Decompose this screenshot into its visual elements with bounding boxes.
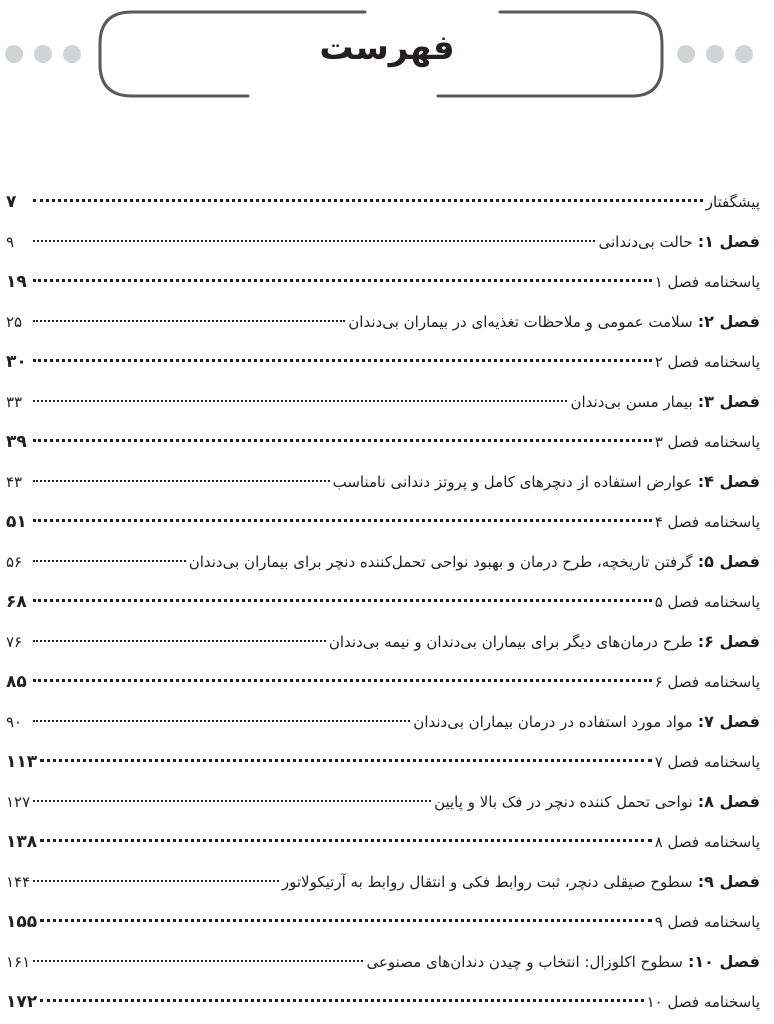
page-number: ۲۵ <box>6 313 23 331</box>
chapter-number: فصل ۹: <box>697 872 760 891</box>
dot-leader <box>40 919 652 922</box>
chapter-number: فصل ۸: <box>697 792 760 811</box>
chapter-number: فصل ۶: <box>697 632 760 651</box>
toc-row[interactable] <box>6 182 760 222</box>
page-number: ۱۳۸ <box>6 832 38 852</box>
toc-entry <box>655 908 760 936</box>
page-number: ۹ <box>6 233 15 251</box>
toc-title: نواحی تحمل کننده دنچر در فک بالا و پایین <box>434 793 693 811</box>
toc-row[interactable] <box>6 582 760 622</box>
toc-row[interactable] <box>6 662 760 702</box>
dot-leader <box>33 640 326 642</box>
chapter-number: فصل ۵: <box>697 552 760 571</box>
toc-entry <box>333 468 760 496</box>
dot-leader <box>33 560 186 562</box>
toc-row[interactable] <box>6 542 760 582</box>
page-number: ۳۹ <box>6 432 27 452</box>
toc-row[interactable] <box>6 422 760 462</box>
toc-entry <box>655 588 760 616</box>
toc-row[interactable] <box>6 942 760 982</box>
page-number: ۱۶۱ <box>6 953 31 971</box>
dot-leader <box>40 759 652 762</box>
page-number: ۱۲۷ <box>6 793 31 811</box>
page-number: ۵۱ <box>6 512 27 532</box>
dot-leader <box>33 880 279 882</box>
dot-leader <box>33 279 652 282</box>
toc-entry <box>189 548 760 576</box>
toc-entry <box>434 788 760 816</box>
toc-title: پاسخنامه فصل ۶ <box>654 673 760 691</box>
dot-leader <box>33 400 567 402</box>
page-number: ۶۸ <box>6 592 27 612</box>
page-number: ۴۳ <box>6 473 23 491</box>
page-number: ۸۵ <box>6 672 27 692</box>
toc-title: بیمار مسن بی‌دندان <box>570 393 693 411</box>
page-header <box>0 0 774 120</box>
toc-entry <box>570 388 760 416</box>
toc-row[interactable] <box>6 702 760 742</box>
dot-leader <box>33 439 652 442</box>
toc-entry <box>598 228 760 256</box>
dot-leader <box>33 359 652 362</box>
toc-row[interactable] <box>6 262 760 302</box>
toc-title: پاسخنامه فصل ۱۰ <box>646 993 760 1011</box>
toc-title: پاسخنامه فصل ۹ <box>654 913 760 931</box>
page-number: ۱۷۲ <box>6 992 38 1012</box>
toc-title: پاسخنامه فصل ۱ <box>654 273 760 291</box>
toc-title: پاسخنامه فصل ۳ <box>654 433 760 451</box>
toc-entry <box>329 628 760 656</box>
dot-leader <box>33 240 595 242</box>
chapter-number: فصل ۲: <box>697 312 760 331</box>
dot-leader <box>33 960 363 962</box>
dot-leader <box>40 839 652 842</box>
toc-title: عوارض استفاده از دنچرهای کامل و پروتز دندانی نامناسب <box>332 473 693 491</box>
toc-entry <box>655 668 760 696</box>
toc-title: پاسخنامه فصل ۲ <box>654 353 760 371</box>
toc-title: پیشگفتار <box>705 193 760 211</box>
toc-title: سطوح صیقلی دنچر، ثبت روابط فکی و انتقال روابط به آرتیکولاتور <box>281 873 693 891</box>
chapter-number: فصل ۱۰: <box>687 952 760 971</box>
toc-row[interactable] <box>6 302 760 342</box>
toc-row[interactable] <box>6 382 760 422</box>
dot-leader <box>33 679 652 682</box>
dot-leader <box>40 999 643 1002</box>
toc-entry <box>655 428 760 456</box>
toc-entry <box>655 268 760 296</box>
chapter-number: فصل ۱: <box>697 232 760 251</box>
chapter-number: فصل ۴: <box>697 472 760 491</box>
dot-leader <box>33 599 652 602</box>
toc-entry <box>655 508 760 536</box>
toc-title: پاسخنامه فصل ۷ <box>654 753 760 771</box>
toc-row[interactable] <box>6 222 760 262</box>
toc-title: گرفتن تاریخچه، طرح درمان و بهبود نواحی تحمل‌کننده دنچر برای بیماران بی‌دندان <box>188 553 693 571</box>
toc-title: پاسخنامه فصل ۵ <box>654 593 760 611</box>
toc-row[interactable] <box>6 902 760 942</box>
toc-title: سلامت عمومی و ملاحظات تغذیه‌ای در بیماران بی‌دندان <box>348 313 693 331</box>
toc-title: سطوح اکلوزال: انتخاب و چیدن دندان‌های مصنوعی <box>366 953 683 971</box>
dot-leader <box>33 720 410 722</box>
dot-leader <box>33 800 431 802</box>
dot-leader <box>33 320 345 322</box>
page-number: ۷ <box>6 192 17 212</box>
toc-row[interactable] <box>6 502 760 542</box>
toc-row[interactable] <box>6 622 760 662</box>
toc-row[interactable] <box>6 742 760 782</box>
toc-entry <box>655 748 760 776</box>
toc-entry <box>282 868 760 896</box>
page-number: ۱۱۳ <box>6 752 38 772</box>
toc-row[interactable] <box>6 822 760 862</box>
page-number: ۹۰ <box>6 713 23 731</box>
page-number: ۵۶ <box>6 553 23 571</box>
toc-title: مواد مورد استفاده در درمان بیماران بی‌دندان <box>413 713 693 731</box>
toc-title: حالت بی‌دندانی <box>598 233 693 251</box>
page-number: ۷۶ <box>6 633 23 651</box>
toc-entry <box>655 348 760 376</box>
chapter-number: فصل ۳: <box>697 392 760 411</box>
table-of-contents <box>6 182 760 1022</box>
toc-entry <box>366 948 760 976</box>
dot-leader <box>33 480 330 482</box>
page-number: ۳۰ <box>6 352 27 372</box>
page-number: ۱۹ <box>6 272 27 292</box>
page-number: ۱۵۵ <box>6 912 38 932</box>
chapter-number: فصل ۷: <box>697 712 760 731</box>
toc-title: پاسخنامه فصل ۴ <box>654 513 760 531</box>
toc-entry <box>647 988 760 1016</box>
toc-entry <box>706 188 760 216</box>
toc-row[interactable] <box>6 862 760 902</box>
toc-row[interactable] <box>6 982 760 1022</box>
dot-leader <box>33 519 652 522</box>
toc-row[interactable] <box>6 462 760 502</box>
dot-leader <box>33 199 703 202</box>
page-number: ۱۴۴ <box>6 873 31 891</box>
toc-entry <box>413 708 760 736</box>
toc-entry <box>655 828 760 856</box>
toc-title: طرح درمان‌های دیگر برای بیماران بی‌دندان و نیمه بی‌دندان <box>328 633 693 651</box>
page-number: ۳۳ <box>6 393 23 411</box>
toc-row[interactable] <box>6 342 760 382</box>
toc-entry <box>348 308 760 336</box>
toc-row[interactable] <box>6 782 760 822</box>
toc-title: پاسخنامه فصل ۸ <box>654 833 760 851</box>
page-title: فهرست <box>319 28 455 68</box>
